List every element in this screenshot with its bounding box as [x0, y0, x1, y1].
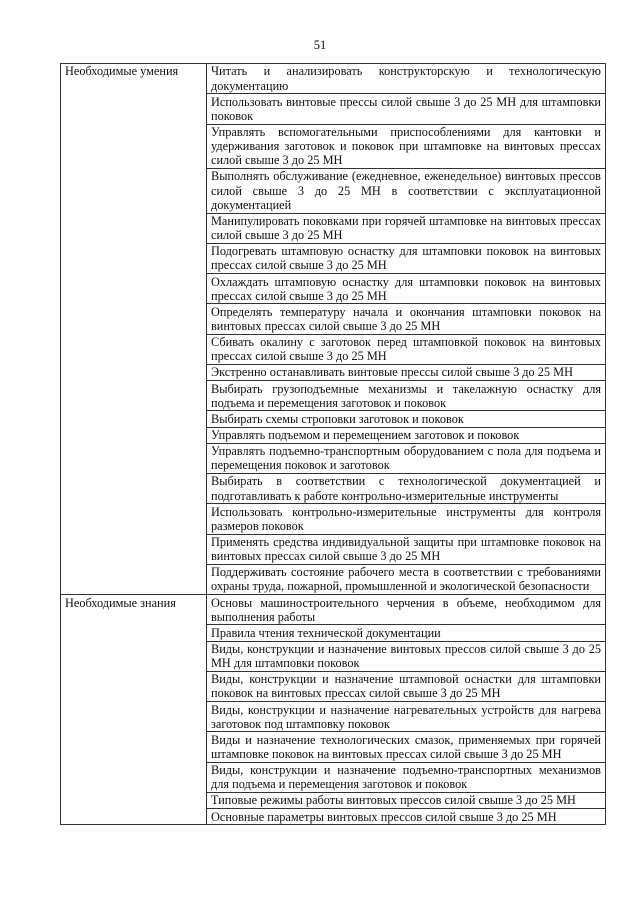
requirement-item: Сбивать окалину с заготовок перед штамповкой поковок на винтовых прессах силой свыше 3 до 25 МН: [207, 334, 606, 364]
requirement-item: Выбирать схемы строповки заготовок и поковок: [207, 411, 606, 427]
requirement-item: Манипулировать поковками при горячей штамповке на винтовых прессах силой свыше 3 до 25 МН: [207, 213, 606, 243]
requirement-item: Выбирать грузоподъемные механизмы и такелажную оснастку для подъема и перемещения заготовок и поковок: [207, 381, 606, 411]
requirement-item: Виды, конструкции и назначение штамповой оснастки для штамповки поковок на винтовых прессах силой свыше 3 до 25 МН: [207, 671, 606, 701]
requirement-item: Определять температуру начала и окончания штамповки поковок на винтовых прессах силой свыше 3 до 25 МН: [207, 304, 606, 334]
requirement-item: Правила чтения технической документации: [207, 625, 606, 641]
requirement-item: Управлять подъемно-транспортным оборудованием с пола для подъема и перемещения поковок и заготовок: [207, 443, 606, 473]
requirement-item: Основные параметры винтовых прессов силой свыше 3 до 25 МН: [207, 809, 606, 825]
requirement-item: Основы машиностроительного черчения в объеме, необходимом для выполнения работы: [207, 595, 606, 625]
requirement-item: Управлять вспомогательными приспособлениями для кантовки и удерживания заготовок и поковок при штамповке на винтовых прессах силой свыше 3 до 25 МН: [207, 124, 606, 169]
requirement-item: Виды и назначение технологических смазок, применяемых при горячей штамповке поковок на винтовых прессах силой свыше 3 до 25 МН: [207, 732, 606, 762]
requirement-item: Подогревать штамповую оснастку для штамповки поковок на винтовых прессах силой свыше 3 до 25 МН: [207, 243, 606, 273]
requirement-item: Применять средства индивидуальной защиты при штамповке поковок на винтовых прессах силой свыше 3 до 25 МН: [207, 534, 606, 564]
requirement-item: Выбирать в соответствии с технологической документацией и подготавливать к работе контрольно-измерительные инструменты: [207, 473, 606, 503]
requirement-item: Виды, конструкции и назначение подъемно-транспортных механизмов для подъема и перемещения заготовок и поковок: [207, 762, 606, 792]
requirements-table: [60, 63, 606, 825]
page-number: 51: [313, 38, 327, 52]
section-label: Необходимые знания: [61, 595, 207, 825]
section-label: Необходимые умения: [61, 64, 207, 595]
requirement-item: Управлять подъемом и перемещением заготовок и поковок: [207, 427, 606, 443]
requirements-table-body: [61, 64, 606, 825]
requirement-item: Читать и анализировать конструкторскую и технологическую документацию: [207, 64, 606, 94]
requirement-item: Виды, конструкции и назначение нагревательных устройств для нагрева заготовок под штамповку поковок: [207, 702, 606, 732]
requirement-item: Использовать винтовые прессы силой свыше 3 до 25 МН для штамповки поковок: [207, 94, 606, 124]
requirement-item: Типовые режимы работы винтовых прессов силой свыше 3 до 25 МН: [207, 793, 606, 809]
requirement-item: Виды, конструкции и назначение винтовых прессов силой свыше 3 до 25 МН для штамповки поковок: [207, 641, 606, 671]
requirement-item: Использовать контрольно-измерительные инструменты для контроля размеров поковок: [207, 504, 606, 534]
table-row: [61, 595, 606, 625]
requirement-item: Экстренно останавливать винтовые прессы силой свыше 3 до 25 МН: [207, 365, 606, 381]
requirement-item: Выполнять обслуживание (ежедневное, еженедельное) винтовых прессов силой свыше 3 до 25 МН в соответствии с эксплуатационной документацией: [207, 169, 606, 214]
requirement-item: Поддерживать состояние рабочего места в соответствии с требованиями охраны труда, пожарной, промышленной и экологической безопасности: [207, 564, 606, 594]
requirement-item: Охлаждать штамповую оснастку для штамповки поковок на винтовых прессах силой свыше 3 до 25 МН: [207, 274, 606, 304]
table-row: [61, 64, 606, 94]
